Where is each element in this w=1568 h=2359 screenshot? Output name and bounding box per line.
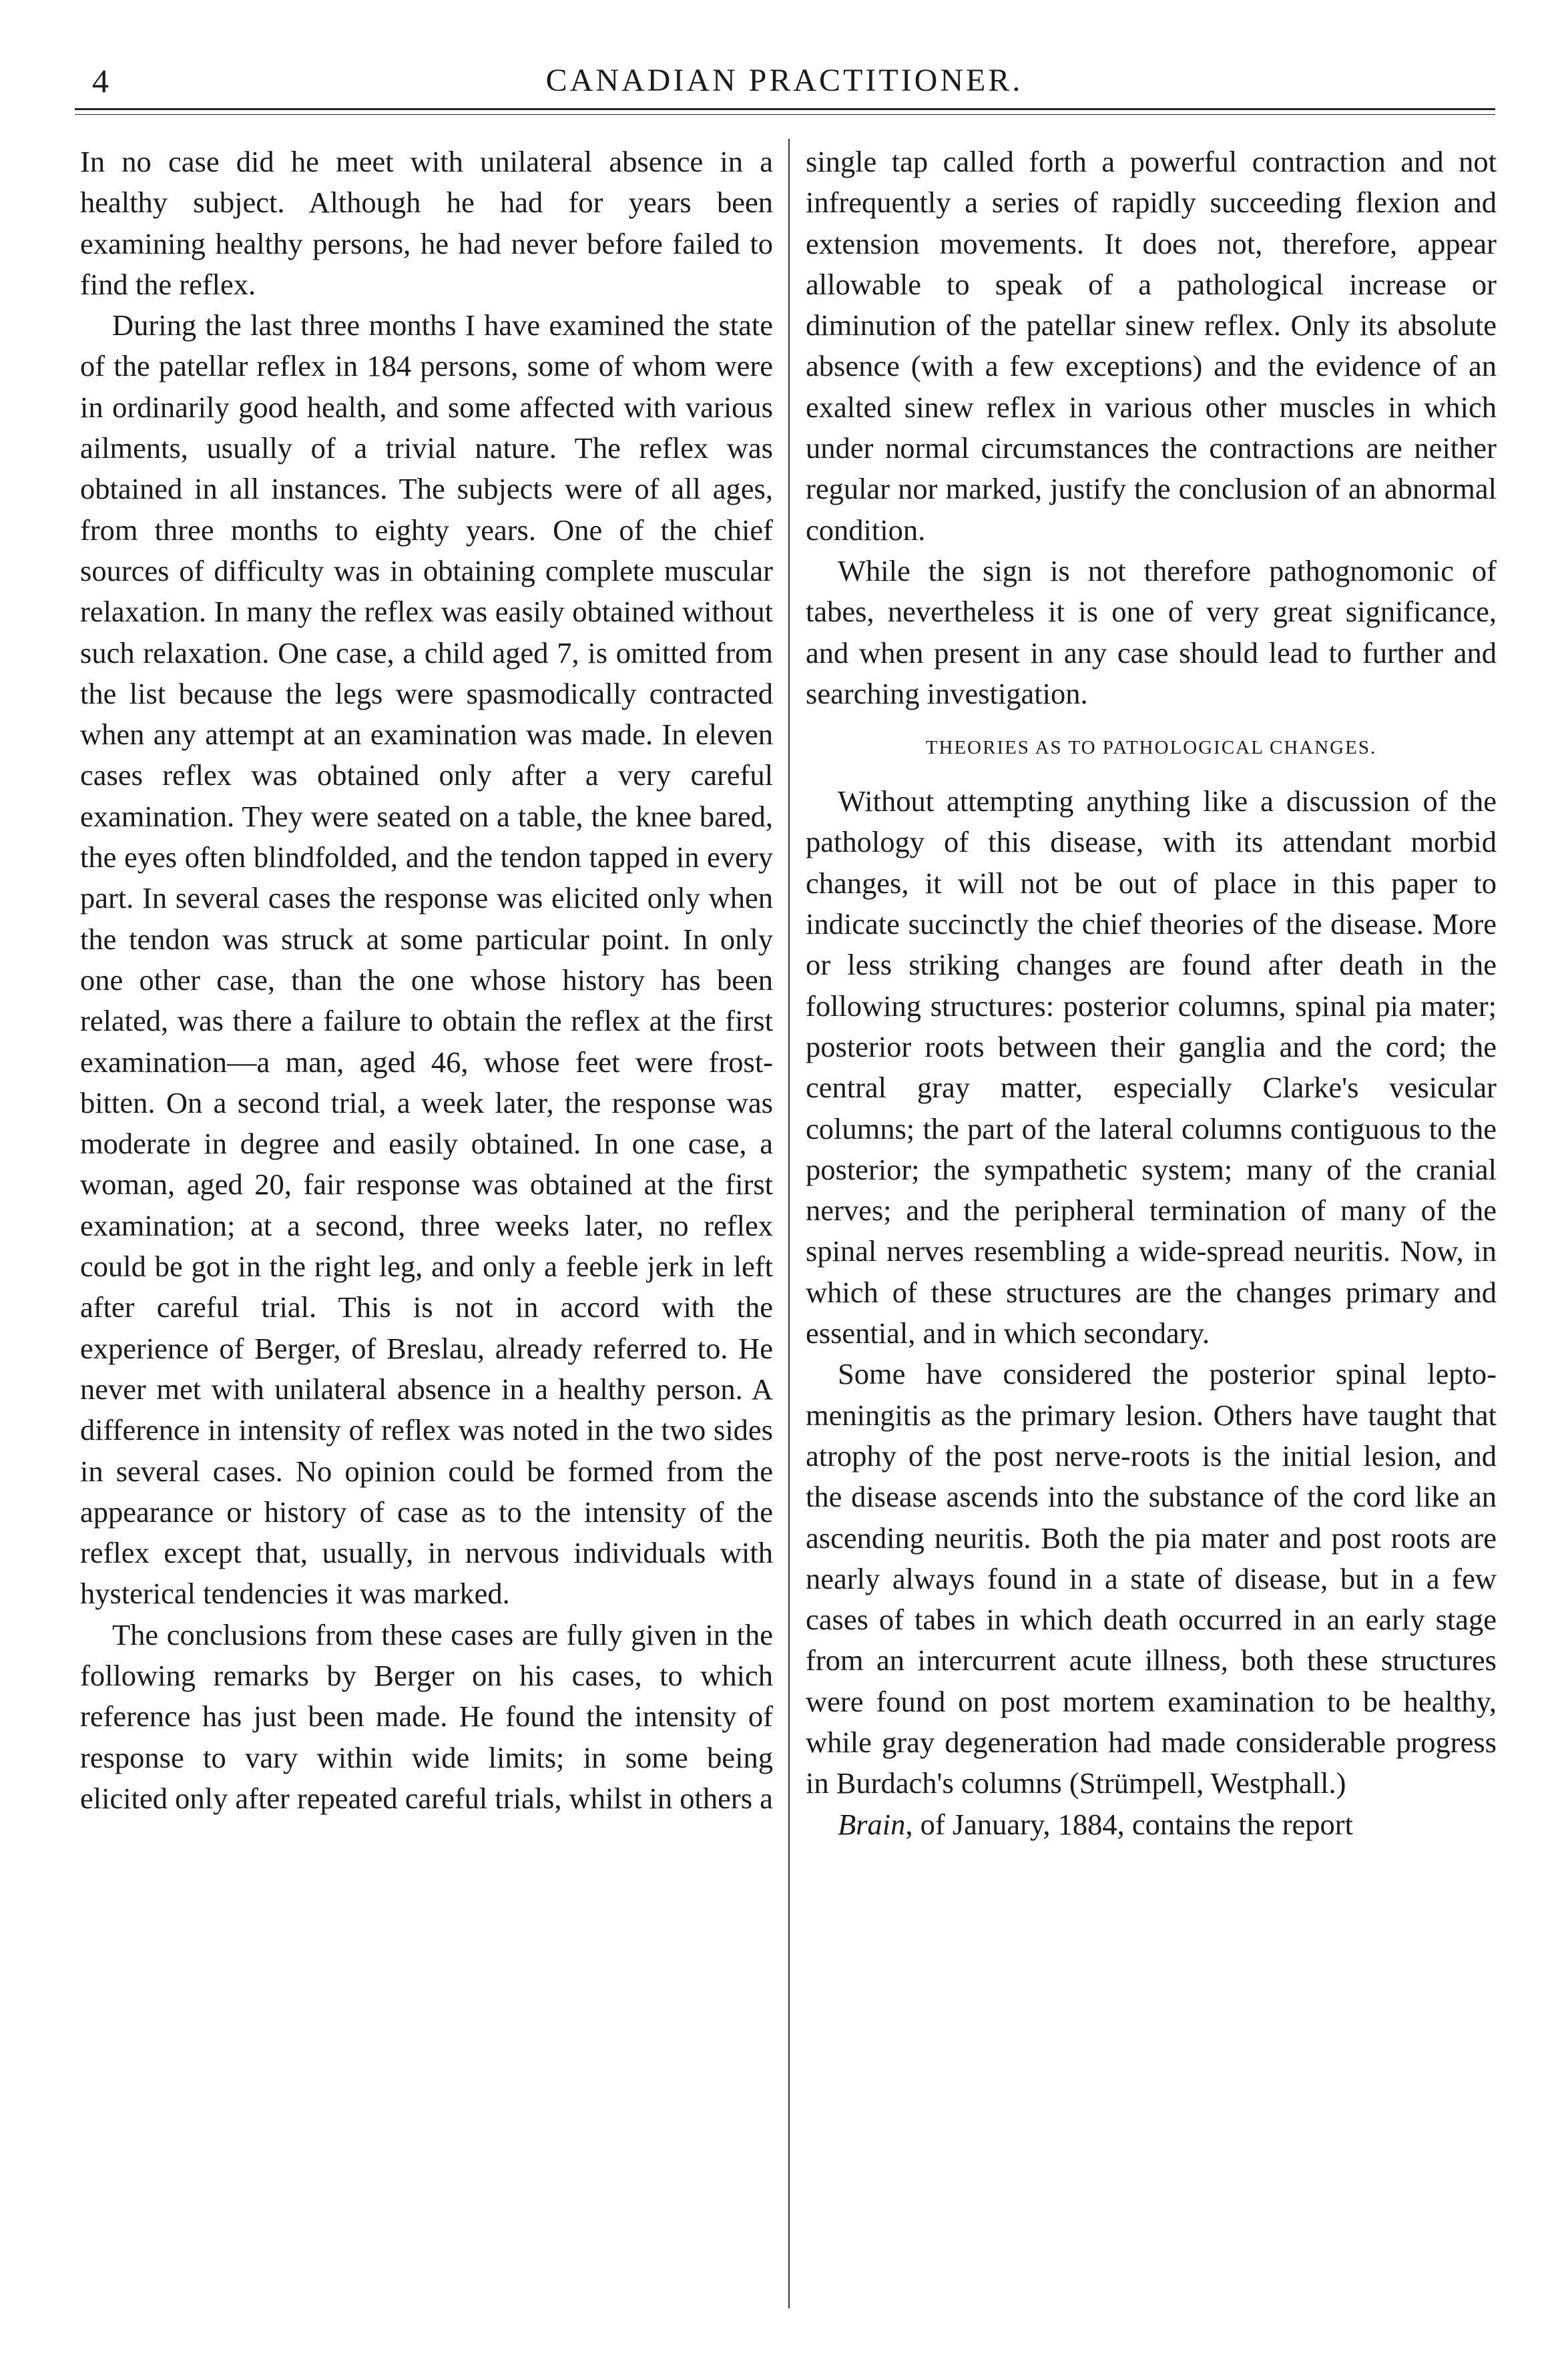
right-paragraph-5 — [806, 1804, 1497, 1845]
column-divider — [788, 139, 790, 2308]
page-number: 4 — [92, 62, 109, 99]
right-paragraph-5-text: , of January, 1884, contains the report — [905, 1807, 1353, 1841]
right-paragraph-2: While the sign is not therefore pathognomonic of tabes, nevertheless it is one of very great significance, and when present in any case should lead to further and searching investigation. — [806, 553, 1497, 710]
journal-title: Brain — [838, 1807, 906, 1841]
section-heading: THEORIES AS TO PATHOLOGICAL CHANGES. — [925, 737, 1377, 759]
left-paragraph-1: In no case did he meet with unilateral absence in a healthy subject. Although he had for years been examining healthy persons, he had never before failed to find the reflex. — [80, 145, 773, 301]
right-paragraph-1: single tap called forth a powerful contraction and not infrequently a series of rapidly succeeding flexion and extension movements. It does not, therefore, appear allowable to speak of a pathological increase or diminution of the patellar sinew reflex. Only its absolute absence (with a few exceptions) and the evidence of an exalted sinew reflex in various other muscles in which under normal circumstances the contractions are neither regular nor marked, justify the conclusion of an abnormal condition. — [806, 145, 1497, 547]
header-rule — [75, 108, 1495, 115]
right-paragraph-4: Some have considered the posterior spinal lepto-meningitis as the primary lesion. Others have taught that atrophy of the post nerve-roots is the initial lesion, and the disease ascends into the substance of the cord like an ascending neuritis. Both the pia mater and post roots are nearly always found in a state of disease, but in a few cases of tabes in which death occurred in an early stage from an intercurrent acute illness, both these structures were found on post mortem examination to be healthy, while gray degeneration had made considerable progress in Burdach's columns (Strümpell, Westphall.) — [806, 1357, 1497, 1800]
right-column — [806, 142, 1497, 2311]
running-title: CANADIAN PRACTITIONER. — [545, 63, 1023, 98]
left-paragraph-2: During the last three months I have examined the state of the patellar reflex in 184 persons, some of whom were in ordinarily good health, and some affected with various ailments, usually of a trivial nature. The reflex was obtained in all instances. The subjects were of all ages, from three months to eighty years. One of the chief sources of difficulty was in obtaining complete muscular relaxation. In many the reflex was easily obtained without such relaxation. One case, a child aged 7, is omitted from the list because the legs were spasmodically contracted when any attempt at an examination was made. In eleven cases reflex was obtained only after a very careful examination. They were seated on a table, the knee bared, the eyes often blindfolded, and the tendon tapped in every part. In several cases the response was elicited only when the tendon was struck at some particular point. In only one other case, than the one whose history has been related, was there a failure to obtain the reflex at the first examination—a man, aged 46, whose feet were frost-bitten. On a second trial, a week later, the response was moderate in degree and easily obtained. In one case, a woman, aged 20, fair response was obtained at the first examination; at a second, three weeks later, no reflex could be got in the right leg, and only a feeble jerk in left after careful trial. This is not in accord with the experience of Berger, of Breslau, already referred to. He never met with unilateral absence in a healthy person. A difference in intensity of reflex was noted in the two sides in several cases. No opinion could be formed from the appearance or history of case as to the intensity of the reflex except that, usually, in nervous individuals with hysterical tendencies it was marked. — [80, 308, 773, 1611]
page-header — [60, 57, 1509, 104]
left-column — [80, 142, 773, 2311]
left-paragraph-3: The conclusions from these cases are fully given in the following remarks by Berger on his cases, to which reference has just been made. He found the intensity of response to vary within wide limits; in some being elicited only after repeated careful trials, whilst in others a — [80, 1617, 773, 1815]
right-paragraph-3: Without attempting anything like a discussion of the pathology of this disease, with its attendant morbid changes, it will not be out of place in this paper to indicate succinctly the chief theories of the disease. More or less striking changes are found after death in the following structures: posterior columns, spinal pia mater; posterior roots between their ganglia and the cord; the central gray matter, especially Clarke's vesicular columns; the part of the lateral columns contiguous to the posterior; the sympathetic system; many of the cranial nerves; and the peripheral termination of many of the spinal nerves resembling a wide-spread neuritis. Now, in which of these structures are the changes primary and essential, and in which secondary. — [806, 784, 1497, 1350]
